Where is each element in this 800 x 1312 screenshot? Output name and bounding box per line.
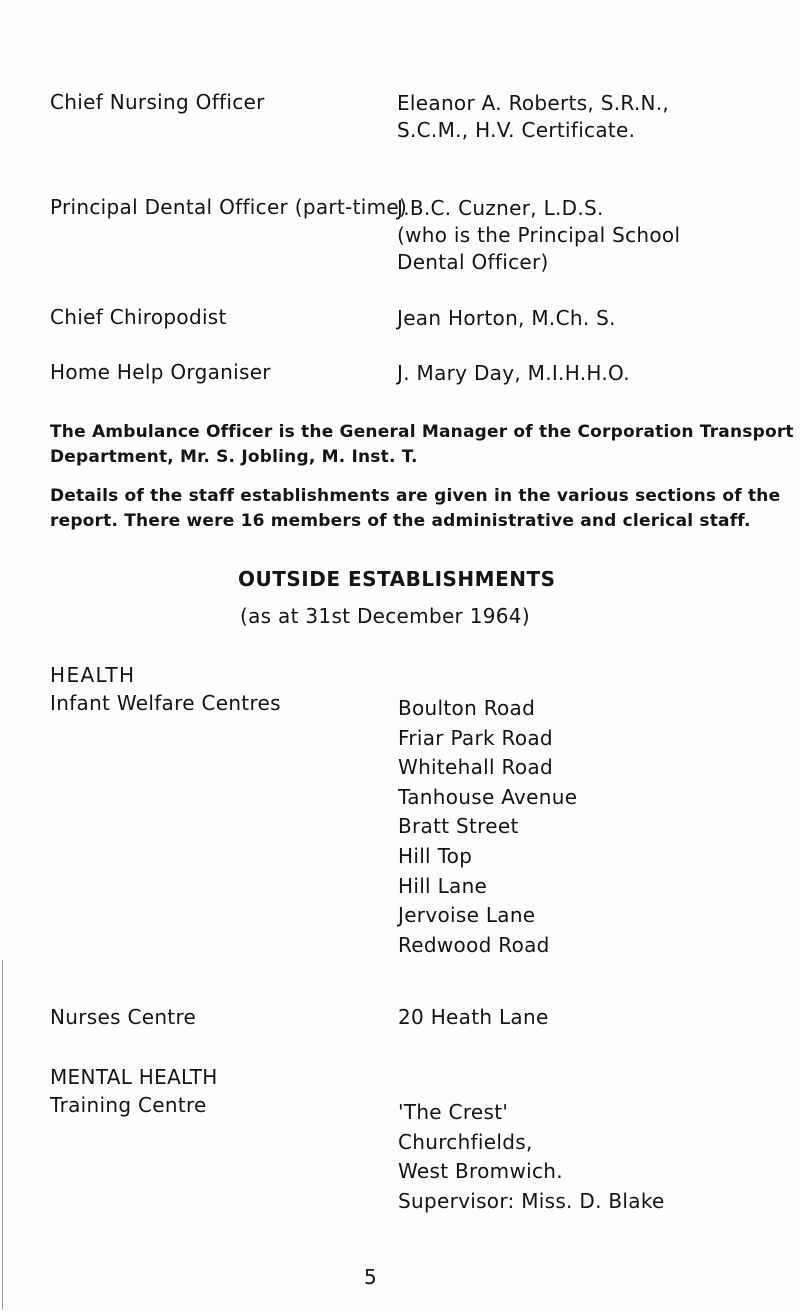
- page-number: 5: [364, 1265, 378, 1289]
- section-subtitle: (as at 31st December 1964): [240, 604, 530, 628]
- list-item: Tanhouse Avenue: [398, 784, 578, 809]
- infant-welfare-centres-list: [398, 694, 577, 960]
- list-item: Hill Top: [398, 843, 473, 868]
- list-item: Bratt Street: [398, 814, 519, 839]
- list-item: Jervoise Lane: [398, 903, 536, 928]
- training-centre-label: Training Centre: [50, 1093, 207, 1117]
- officer-name: Eleanor A. Roberts, S.R.N., S.C.M., H.V. Certificate.: [397, 91, 670, 142]
- officer-name: Jean Horton, M.Ch. S.: [397, 306, 616, 330]
- address-line: 'The Crest': [398, 1100, 509, 1124]
- training-centre-address: [398, 1098, 665, 1216]
- officer-name: J. Mary Day, M.I.H.H.O.: [397, 361, 630, 385]
- health-heading: HEALTH: [50, 663, 136, 687]
- address-line: Supervisor: Miss. D. Blake: [398, 1188, 665, 1213]
- staff-paragraph: Details of the staff establishments are given in the various sections of the report. There were 16 members of the administrative and clerical staff.: [50, 486, 781, 531]
- infant-welfare-label: Infant Welfare Centres: [50, 691, 281, 715]
- mental-health-heading: MENTAL HEALTH: [50, 1065, 218, 1089]
- list-item: Friar Park Road: [398, 725, 553, 750]
- officer-title: Chief Chiropodist: [50, 305, 227, 329]
- nurses-centre-label: Nurses Centre: [50, 1005, 197, 1029]
- list-item: Hill Lane: [398, 873, 488, 898]
- list-item: Redwood Road: [398, 932, 550, 957]
- list-item: Boulton Road: [398, 696, 536, 720]
- nurses-centre-address: 20 Heath Lane: [398, 1005, 549, 1029]
- officer-title: Chief Nursing Officer: [50, 90, 265, 114]
- officer-title: Home Help Organiser: [50, 360, 271, 384]
- address-line: Churchfields,: [398, 1129, 533, 1154]
- officer-name: J.B.C. Cuzner, L.D.S. (who is the Principal School Dental Officer): [397, 196, 681, 274]
- list-item: Whitehall Road: [398, 755, 553, 780]
- page-edge-shadow: [2, 960, 3, 1310]
- section-title: OUTSIDE ESTABLISHMENTS: [238, 567, 556, 591]
- address-line: West Bromwich.: [398, 1159, 563, 1184]
- officer-title: Principal Dental Officer (part-time): [50, 195, 408, 219]
- ambulance-paragraph: The Ambulance Officer is the General Manager of the Corporation Transport Department, Mr. S. Jobling, M. Inst. T.: [50, 422, 794, 467]
